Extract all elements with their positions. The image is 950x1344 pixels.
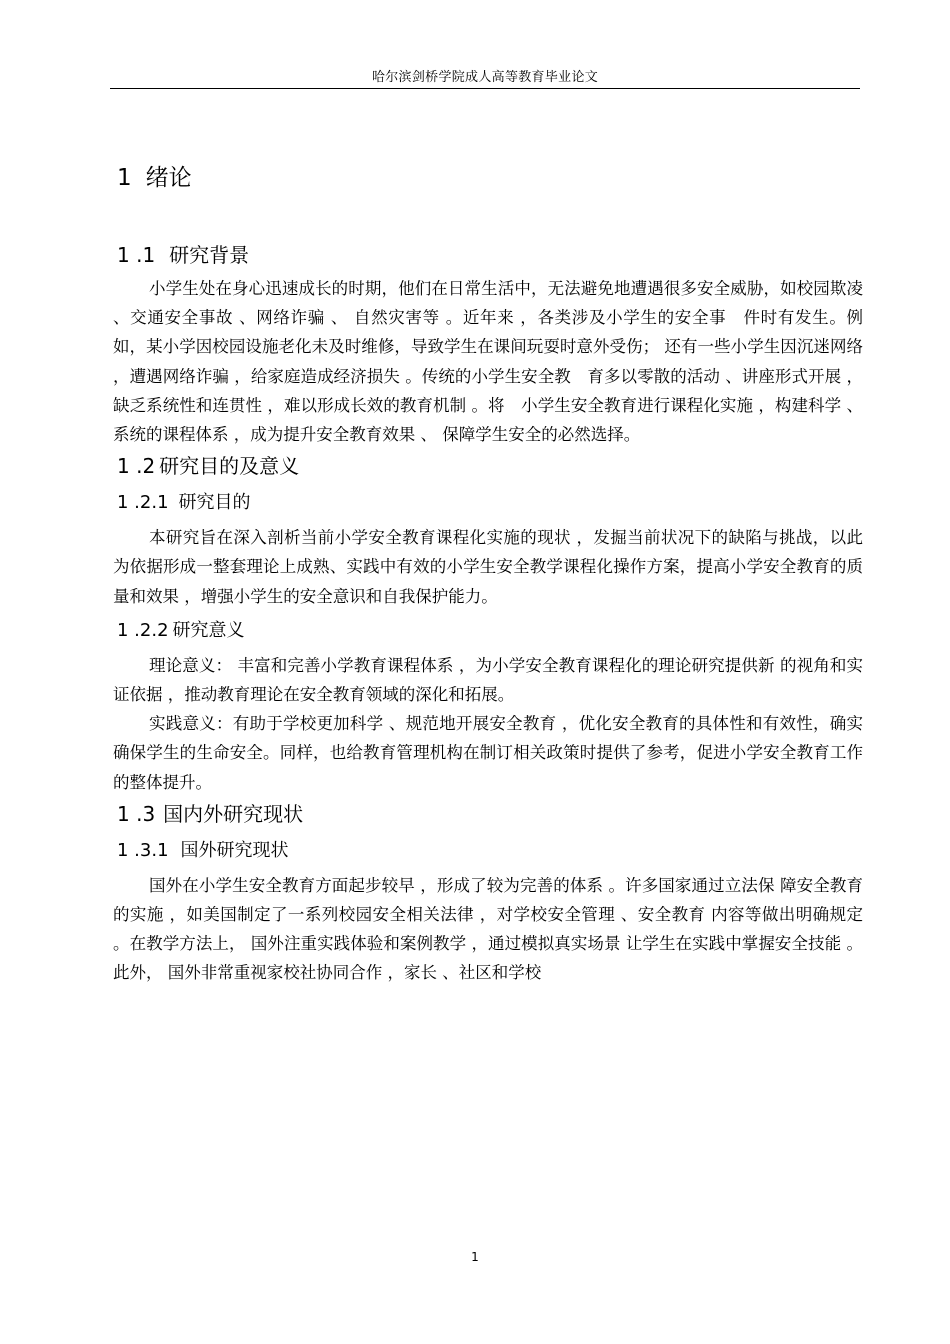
chapter-title: 绪论 (145, 165, 192, 191)
subsection-title: 国外研究现状 (180, 839, 289, 861)
section-number: 1 .2 (117, 454, 156, 479)
paragraph-foreign-research: 国外在小学生安全教育方面起步较早 ，形成了较为完善的体系 。许多国家通过立法保 障安全教育的实施 ，如美国制定了一系列校园安全相关法律 ，对学校安全管理 、安全教育 内容等做出明确规定 。在教学方法上， 国外注重实践体验和案例教学 ，通过模拟真实场景 让学生在实践中掌握安全技能 。此外， 国外非常重视家校社协同合作 ，家长 、社区和学校 (113, 875, 863, 983)
subsection-number: 1 .2.1 (117, 492, 169, 514)
paragraph-significance-practice: 实践意义：有助于学校更加科学 、规范地开展安全教育 ，优化安全教育的具体性和有效性，确实确保学生的生命安全。同样，也给教育管理机构在制订相关政策时提供了参考，促进小学安全教育工作的整体提升。 (113, 714, 863, 792)
subsection-heading-1-2-2 (117, 615, 863, 647)
section-heading-1-1 (117, 238, 863, 272)
section-title: 研究背景 (169, 243, 250, 267)
paragraph-purpose: 本研究旨在深入剖析当前小学安全教育课程化实施的现状 ，发掘当前状况下的缺陷与挑战，以此为依据形成一整套理论上成熟、实践中有效的小学生安全教学课程化操作方案，提高小学安全教育的质量和效果 ，增强小学生的安全意识和自我保护能力。 (113, 528, 863, 606)
subsection-number: 1 .2.2 (117, 619, 169, 641)
subsection-title: 研究意义 (172, 619, 245, 641)
paragraph-background: 小学生处在身心迅速成长的时期，他们在日常生活中，无法避免地遭遇很多安全威胁，如校园欺凌 、交通安全事故 、网络诈骗 、 自然灾害等 。近年来 ，各类涉及小学生的安全事 件时有发生。例如，某小学因校园设施老化未及时维修，导致学生在课间玩耍时意外受伤； 还有一些小学生因沉迷网络 ，遭遇网络诈骗 ，给家庭造成经济损失 。传统的小学生安全教 育多以零散的活动 、讲座形式开展 ，缺乏系统性和连贯性 ，难以形成长效的教育机制 。将 小学生安全教育进行课程化实施 ，构建科学 、系统的课程体系 ，成为提升安全教育效果 、 保障学生安全的必然选择。 (113, 279, 863, 445)
section-heading-1-2 (117, 449, 863, 483)
chapter-heading (117, 160, 863, 196)
subsection-title: 研究目的 (178, 492, 251, 514)
section-number: 1 .3 (117, 801, 156, 826)
subsection-heading-1-2-1 (117, 487, 863, 519)
running-header: 哈尔滨剑桥学院成人高等教育毕业论文 (371, 70, 599, 85)
section-title: 国内外研究现状 (163, 801, 304, 826)
section-title: 研究目的及意义 (159, 454, 300, 479)
section-heading-1-3 (117, 797, 863, 831)
subsection-number: 1 .3.1 (117, 839, 169, 861)
subsection-heading-1-3-1 (117, 835, 863, 867)
chapter-number: 1 (117, 165, 132, 191)
header-rule (110, 88, 860, 89)
paragraph-significance-theory: 理论意义： 丰富和完善小学教育课程体系 ，为小学安全教育课程化的理论研究提供新 的视角和实证依据 ，推动教育理论在安全教育领域的深化和拓展。 (113, 655, 863, 705)
section-number: 1 .1 (117, 243, 156, 267)
document-body (113, 160, 863, 988)
page-number: 1 (471, 1250, 479, 1264)
